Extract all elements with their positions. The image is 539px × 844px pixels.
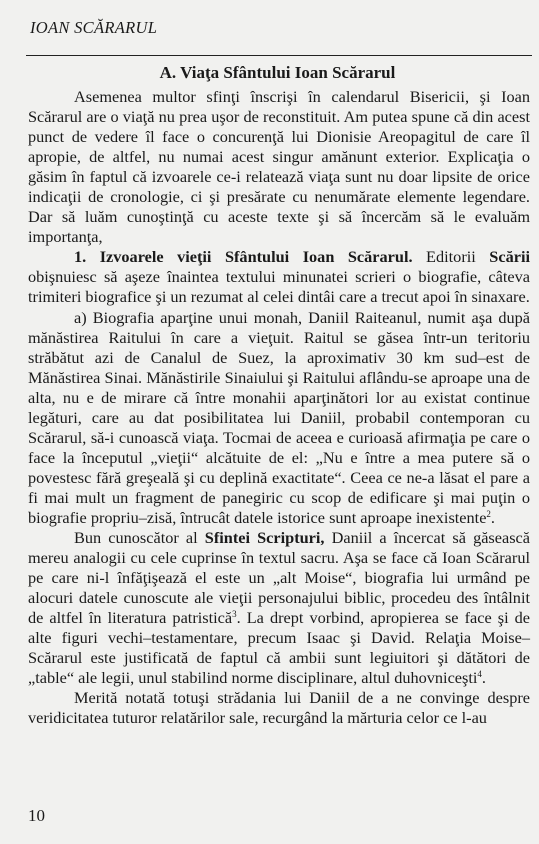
subsection-text-1: Editorii [412,247,490,267]
scripture-text-1: Bun cunoscător al [74,528,205,548]
subsection-heading: 1. Izvoarele vieţii Sfântului Ioan Scărarul. [74,247,413,267]
scripture-emphasis: Sfintei Scripturi, [204,528,325,548]
body-text [28,87,530,729]
section-title: A. Viaţa Sfântului Ioan Scărarul [159,63,396,82]
footnote-ref-2: 2 [486,508,491,519]
paragraph-a-text: a) Biografia aparţine unui monah, Daniil Raiteanul, numit aşa după mănăstirea Raitului în care a vieţuit. Raitul se găsea într-un teritoriu străbătut azi de Canalul de Suez, la aproximativ 30 km sud–est de Mănăstirea Sinai. Mănăstirile Sinaiului şi Raitului aflându-se aproape una de alta, nu e de mirare că între monahii aparţinători lor au existat continue legături, care au dat posibilitatea lui Daniil, probabil contemporan cu Scărarul, să-i cunoască viaţa. Tocmai de aceea e curioasă afirmaţia pe care o face la începutul „vieţii“ alcătuite de el: „Nu e între a mea putere să o povestesc fără greşeală şi cu deplină exactitate“. Ceea ce ne-a lăsat el pare a fi mai mult un fragment de panegiric cu scop de edificare şi mai puţin o biografie propriu–zisă, întrucât datele istorice sunt aproape inexistente [28,307,530,527]
paragraph-a [28,308,530,529]
footnote-ref-4: 4 [477,669,482,680]
subsection-text-2: obişnuiesc să aşeze înaintea textului minunatei scrieri o biografie, câteva trimiteri biografice şi un rezumat al celei dintâi care a trecut apoi în sinaxare. [28,267,530,307]
page-number: 10 [28,806,45,825]
intro-paragraph: Asemenea multor sfinţi înscrişi în calendarul Bisericii, şi Ioan Scărarul are o viaţă nu prea uşor de reconstituit. Am putea spune că din acest punct de vedere îl face o concurenţă lui Dionisie Areopagitul de care îl apropie, de altfel, nu numai acest singur amănunt exterior. Explicaţia o găsim în faptul că izvoarele ce-i relatează viaţa sunt nu doar lipsite de orice indicaţii de cronologie, ci şi presărate cu nenumărate elemente legendare. Dar să luăm cunoştinţă cu aceste texte şi să încercăm să le evaluăm importanţa, [28,87,530,247]
paragraph-scripture [28,528,530,688]
paragraph-a-tail: . [490,507,495,527]
paragraph-last: Merită notată totuşi strădania lui Daniil de a ne convinge despre veridicitatea tuturor relatărilor sale, recurgând la mărturia celor ce l-au [28,688,530,728]
scripture-text-2: Daniil a încercat să găsească mereu analogii cu cele cuprinse în textul sacru. Aşa se face că Ioan Scărarul pe care ni-l înfăţişează el este un „alt Moise“, biografia lui urmând pe alocuri datele cunoscute ale vieţii personajului biblic, procedeu des întâlnit de altfel în literatura patristică [28,528,531,628]
subsection-paragraph [28,247,530,307]
subsection-emphasis: Scării [489,247,530,267]
header-rule [26,55,532,56]
footnote-ref-3: 3 [232,609,237,620]
running-head: IOAN SCĂRARUL [30,18,158,37]
scripture-tail: . [481,668,486,688]
scripture-text-3: . La drept vorbind, apropierea se face şi de alte figuri vechi–testamentare, precum Isaac şi David. Relaţia Moise–Scărarul este justificată de faptul că ambii sunt legiuitori şi dătători de „table“ ale legii, unul stabilind norme disciplinare, altul duhovniceşti [28,608,531,688]
